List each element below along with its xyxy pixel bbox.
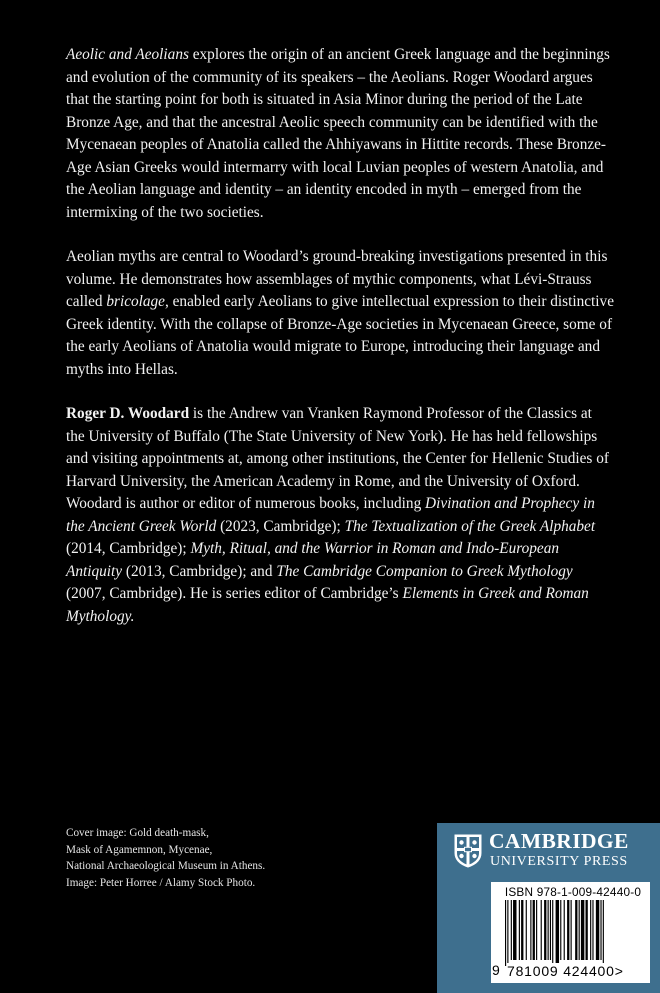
barcode-end-marker: > bbox=[614, 963, 624, 979]
barcode-bar bbox=[592, 900, 593, 960]
bio-text: is the Andrew van Vranken Raymond Professor of the Classics at the University of Buffalo (The State University of New York). He has held fellowships and visiting appointments at, among other institutions, the Center for Hellenic Studies of Harvard University, the American Academy in Rome, and the University of Oxford. Woodard is author or editor of numerous books, including bbox=[66, 405, 609, 512]
barcode-bar bbox=[603, 900, 604, 966]
book-title: The Textualization of the Greek Alphabet bbox=[344, 517, 596, 535]
barcode-bar bbox=[590, 900, 591, 960]
barcode-bar bbox=[575, 900, 577, 960]
barcode-bar bbox=[571, 900, 572, 960]
italic-term: bricolage bbox=[106, 293, 165, 310]
cover-image-credit bbox=[66, 825, 326, 891]
barcode-bar bbox=[564, 900, 565, 960]
barcode-number: 781009 424400 bbox=[507, 963, 615, 979]
barcode-bar bbox=[550, 900, 551, 960]
credit-line: Image: Peter Horree / Alamy Stock Photo. bbox=[66, 876, 256, 889]
barcode-digits bbox=[507, 963, 647, 979]
barcode-bar bbox=[505, 900, 506, 966]
publisher-panel bbox=[437, 823, 660, 993]
blurb-text: Aeolian myths are central to Woodard’s ground-breaking investigations presented in this volume. He demonstrates how assemblages of mythic components, what Lévi-Strauss called bbox=[66, 248, 608, 310]
blurb-text: , enabled early Aeolians to give intellectual expression to their distinctive Greek identity. With the collapse of Bronze-Age societies in Mycenaean Greece, some of the early Aeolians of Anatolia would migrate to Europe, introducing their language and myths into Hellas. bbox=[66, 293, 614, 378]
isbn-label: ISBN 978-1-009-42440-0 bbox=[504, 885, 642, 899]
barcode-bar bbox=[544, 900, 546, 960]
barcode-bar bbox=[536, 900, 537, 960]
barcode-bar bbox=[530, 900, 531, 960]
author-name: Roger D. Woodard bbox=[66, 405, 190, 422]
author-bio bbox=[66, 403, 614, 628]
barcode-bar bbox=[548, 900, 549, 960]
barcode-bar bbox=[560, 900, 561, 960]
barcode-bar bbox=[596, 900, 599, 960]
barcode-bar bbox=[513, 900, 516, 960]
barcode-bar bbox=[507, 900, 508, 966]
barcode-bar bbox=[552, 900, 553, 966]
blurb-paragraph-1 bbox=[66, 44, 614, 224]
barcode-bar bbox=[533, 900, 535, 960]
bio-text: (2007, Cambridge). He is series editor of Cambridge’s bbox=[66, 585, 403, 602]
barcode-bar bbox=[581, 900, 584, 960]
bio-text: (2023, Cambridge); bbox=[216, 517, 345, 535]
credit-line: National Archaeological Museum in Athens. bbox=[66, 860, 266, 872]
book-title: Myth, Ritual, and the Warrior in Roman and Indo-European Antiquity bbox=[66, 540, 559, 580]
series-title: Elements in Greek and Roman Mythology. bbox=[66, 585, 589, 625]
back-cover-blurb bbox=[66, 44, 614, 650]
barcode-bar bbox=[521, 900, 523, 960]
barcode-bar bbox=[586, 900, 588, 960]
barcode-bar bbox=[541, 900, 542, 960]
book-title: Divination and Prophecy in the Ancient Greek World bbox=[66, 495, 595, 535]
barcode-block bbox=[491, 882, 650, 983]
barcode-bar bbox=[579, 900, 580, 960]
blurb-paragraph-2 bbox=[66, 246, 614, 381]
book-title: Aeolic and Aeolians bbox=[66, 46, 189, 63]
barcode-bar bbox=[556, 900, 559, 966]
barcode-bar bbox=[567, 900, 569, 960]
barcode-bar bbox=[511, 900, 512, 960]
bio-text: (2014, Cambridge); bbox=[66, 540, 191, 557]
blurb-text: explores the origin of an ancient Greek language and the beginnings and evolution of the community of its speakers – the Aeolians. Roger Woodard argues that the starting point for both is situated in Asia Minor during the period of the Late Bronze Age, and that the ancestral Aeolic speech community can be identified with the Mycenaean peoples of Anatolia called the Ahhiyawans in Hittite records. These Bronze-Age Asian Greeks would intermarry with local Luvian peoples of western Anatolia, and the Aeolian language and identity – an identity encoded in myth – emerged from the intermixing of the two societies. bbox=[66, 46, 610, 221]
publisher-name: CAMBRIDGE bbox=[489, 829, 629, 853]
barcode-bar bbox=[526, 900, 527, 960]
barcode-bar bbox=[600, 900, 601, 960]
cambridge-crest-icon bbox=[454, 834, 482, 868]
book-title: The Cambridge Companion to Greek Mythology bbox=[276, 562, 573, 580]
publisher-subtitle: UNIVERSITY PRESS bbox=[490, 854, 628, 869]
barcode-bar bbox=[519, 900, 520, 960]
bio-text: (2013, Cambridge); and bbox=[122, 562, 277, 580]
credit-line: Mask of Agamemnon, Mycenae, bbox=[66, 843, 213, 856]
barcode-bars bbox=[505, 900, 645, 966]
barcode-first-digit: 9 bbox=[492, 962, 500, 978]
credit-line: Cover image: Gold death-mask, bbox=[66, 827, 209, 839]
